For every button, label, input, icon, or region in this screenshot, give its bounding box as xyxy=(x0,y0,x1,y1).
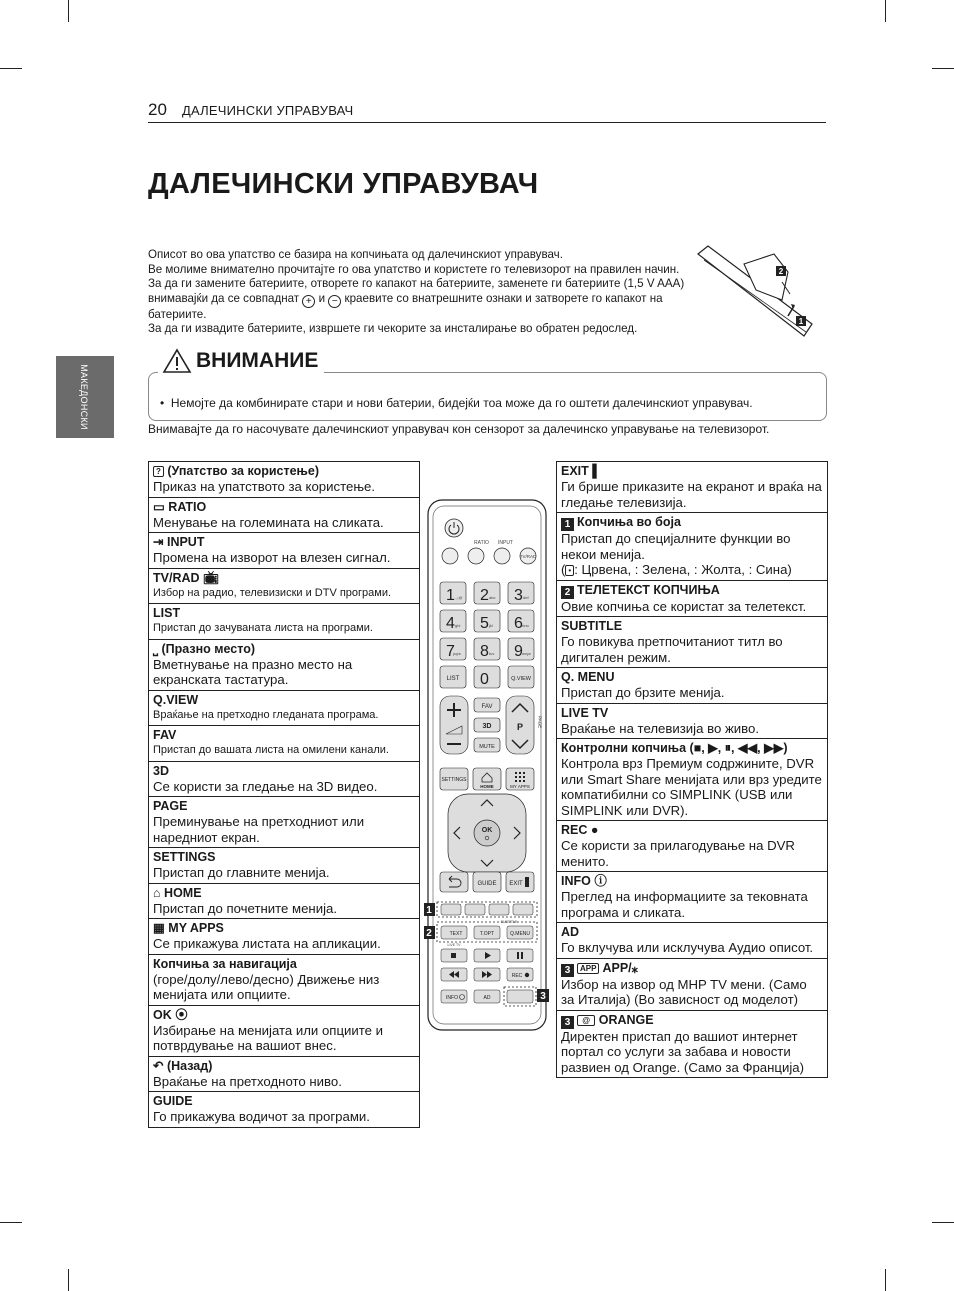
table-row xyxy=(149,640,419,691)
note-text: Внимавајте да го насочувате далечинскиот управувач кон сензорот за далечинско управување на телевизорот. xyxy=(148,422,770,436)
caution-heading xyxy=(158,348,324,374)
table-row xyxy=(557,581,827,618)
table-row xyxy=(557,617,827,668)
intro-text xyxy=(148,248,688,337)
number-pad xyxy=(440,582,534,660)
key-3-sub: def xyxy=(523,595,529,600)
caution-text: Немојте да комбинирате стари и нови батерии, бидејќи тоа може да го оштети далечинскиот управувач. xyxy=(170,396,753,410)
callout-badge: 1 xyxy=(561,518,574,531)
row-desc: Контрола врз Премиум содржините, DVR или Smart Share менијата или врз уредите компатибилни со SIMPLINK (USB или SIMPLINK или DVR). xyxy=(561,756,822,818)
battery-cover-illustration xyxy=(694,242,814,342)
row-title xyxy=(153,535,415,550)
table-row xyxy=(149,691,419,727)
row-title xyxy=(153,642,415,657)
table-row xyxy=(557,668,827,704)
row-title: PAGE xyxy=(153,799,188,813)
table-row xyxy=(149,797,419,848)
row-title xyxy=(153,571,415,586)
settings-label: SETTINGS xyxy=(441,777,467,783)
caution-bullet-text xyxy=(160,396,753,410)
minus-icon: − xyxy=(328,295,341,308)
intro-text-part: краевите со внатрешните ознаки и затворете го капакот на xyxy=(344,291,663,305)
blue-key[interactable] xyxy=(513,904,533,915)
list-label: LIST xyxy=(446,676,460,682)
input-label: INPUT xyxy=(498,540,513,546)
row-title-text: MY APPS xyxy=(168,921,224,935)
intro-line: Описот во ова упатство се базира на копчињата од далечинскиот управувач. xyxy=(148,248,563,261)
key-7-sub: pqrs xyxy=(453,651,461,656)
callout-badge: 3 xyxy=(561,1016,574,1029)
row-title-text: (Празно место) xyxy=(161,641,255,656)
back-icon: ↶ xyxy=(153,1058,164,1073)
space-icon: ⎵ xyxy=(153,641,159,656)
row-title: AD xyxy=(561,925,580,939)
table-row xyxy=(149,955,419,1006)
row-title xyxy=(561,515,823,531)
table-row xyxy=(557,513,827,581)
row-desc: Го прикажува водичот за програми. xyxy=(153,1109,370,1124)
row-desc: Враќање на претходно гледаната програма. xyxy=(153,708,379,721)
row-title: Копчиња за навигација xyxy=(153,956,297,971)
row-title-text: (Назад) xyxy=(166,1058,213,1073)
ad-label: AD xyxy=(483,995,491,1001)
crop-mark xyxy=(0,1222,22,1223)
row-title-text: TV/RAD xyxy=(153,570,200,585)
tv-radio-icon: 📺︎ xyxy=(203,570,219,585)
callout-2: 2 xyxy=(426,928,432,939)
row-title: Контролни копчиња (■, ▶, ⏸, ◀◀, ▶▶) xyxy=(561,741,788,755)
home-label: HOME xyxy=(480,784,494,789)
plus-icon: + xyxy=(302,295,315,308)
row-desc: Ги брише приказите на екранот и враќа на гледање телевизија. xyxy=(561,479,822,510)
table-row xyxy=(557,923,827,959)
yellow-key[interactable] xyxy=(489,904,509,915)
crop-mark xyxy=(0,68,22,69)
row-desc: Преглед на информациите за тековната програма и сликата. xyxy=(561,889,808,920)
row-desc: Промена на изворот на влезен сигнал. xyxy=(153,550,391,565)
exit-icon xyxy=(525,877,529,887)
row-title-text: INPUT xyxy=(166,535,205,549)
table-row xyxy=(149,604,419,640)
caution-title: ВНИМАНИЕ xyxy=(196,349,319,372)
table-row xyxy=(557,872,827,923)
input-button[interactable] xyxy=(494,548,510,564)
row-title-text: Копчиња во боја xyxy=(577,515,681,529)
header-section-title: ДАЛЕЧИНСКИ УПРАВУВАЧ xyxy=(182,103,354,118)
row-desc: Приказ на упатството за користење. xyxy=(153,479,376,494)
table-row xyxy=(149,569,419,605)
key-4-label: 4 xyxy=(446,615,455,632)
page-title: ДАЛЕЧИНСКИ УПРАВУВАЧ xyxy=(148,168,539,200)
row-title: REC ● xyxy=(561,823,599,837)
row-title xyxy=(153,886,415,901)
help-button[interactable] xyxy=(442,548,458,564)
key-8-label: 8 xyxy=(480,643,489,660)
row-desc: Пристап до главните менија. xyxy=(153,865,330,880)
key-6-sub: mno xyxy=(521,623,529,628)
red-key[interactable] xyxy=(441,904,461,915)
row-title-text: HOME xyxy=(164,885,202,900)
exit-label: EXIT xyxy=(509,881,523,887)
key-2-sub: abc xyxy=(489,595,496,600)
key-2-label: 2 xyxy=(480,587,489,604)
tvrad-label: TV/RAD xyxy=(519,554,537,559)
ok-label: OK xyxy=(481,827,493,834)
row-desc: Избирање на менијата или опциите и потврдување на вашиот внес. xyxy=(153,1022,383,1053)
table-row xyxy=(149,848,419,884)
row-title-text: RATIO xyxy=(168,499,207,514)
intro-line: батериите. xyxy=(148,307,207,321)
pause-button[interactable] xyxy=(507,949,533,962)
row-title: LIVE TV xyxy=(561,705,609,720)
back-button[interactable] xyxy=(440,872,468,892)
row-desc: Преминување на претходниот или наредниот екран. xyxy=(153,814,365,845)
home-icon: ⌂ xyxy=(153,885,161,900)
language-side-tab xyxy=(56,356,114,438)
rec-label: REC xyxy=(511,973,523,979)
row-desc: Директен пристап до вашиот интернет портал со услуги за забава и новости развиен од Orange. (Само за Франција) xyxy=(561,1028,804,1075)
app-button[interactable] xyxy=(507,990,533,1003)
row-title: OK ⦿ xyxy=(153,1007,188,1022)
key-9-label: 9 xyxy=(514,643,523,660)
right-button-table xyxy=(556,461,828,1078)
callout-1: 1 xyxy=(426,905,432,916)
table-row xyxy=(557,959,827,1011)
livetv-label: LIVE TV xyxy=(447,943,461,947)
callout-two: 2 xyxy=(778,267,784,276)
stop-icon xyxy=(451,953,456,958)
at-key-icon: @ xyxy=(577,1015,595,1026)
table-row xyxy=(557,1011,827,1079)
row-title xyxy=(153,1059,415,1074)
crop-mark xyxy=(885,1269,886,1291)
text-label: TEXT xyxy=(449,931,463,937)
topt-label: T.OPT xyxy=(479,931,495,937)
row-desc: Пристап до почетните менија. xyxy=(153,900,338,916)
callout-badge: 2 xyxy=(561,586,574,599)
qview-label: Q.VIEW xyxy=(511,676,531,682)
row-title xyxy=(561,583,823,599)
key-6-label: 6 xyxy=(514,615,523,632)
ratio-button[interactable] xyxy=(468,548,484,564)
row-title: Q.VIEW xyxy=(153,692,199,707)
row-title xyxy=(153,500,415,515)
ratio-icon: ▭ xyxy=(153,499,165,514)
page-header xyxy=(148,100,826,123)
table-row xyxy=(149,1006,419,1057)
key-1-sub: .,;@ xyxy=(455,595,463,600)
key-7-label: 7 xyxy=(446,643,455,660)
row-desc: Се користи за прилагодување на DVR менито. xyxy=(561,838,795,869)
row-desc: Пристап до специјалните функции во некои менија. xyxy=(561,531,791,562)
intro-line: Ве молиме внимателно прочитајте го ова упатство и користете го телевизорот на правилен начин. xyxy=(148,262,680,276)
crop-mark xyxy=(68,0,69,22)
row-title xyxy=(561,961,823,977)
row-desc: Враќање на претходното ниво. xyxy=(153,1073,342,1089)
row-title xyxy=(153,921,415,936)
key-0-label: 0 xyxy=(480,671,489,688)
bullet: • xyxy=(160,396,165,410)
callout-one: 1 xyxy=(798,317,804,326)
key-1-label: 1 xyxy=(446,587,455,604)
row-title-text: (Упатство за користење) xyxy=(167,464,319,478)
table-row xyxy=(149,498,419,534)
table-row xyxy=(557,739,827,821)
table-row xyxy=(557,704,827,740)
qmenu-label: Q.MENU xyxy=(510,931,530,937)
red-key-icon: • xyxy=(565,565,574,576)
language-label: МАКЕДОНСКИ xyxy=(79,364,89,430)
mute-label: MUTE xyxy=(479,744,495,750)
crop-mark xyxy=(932,68,954,69)
callout-badge: 3 xyxy=(561,964,574,977)
app-key-icon: APP xyxy=(577,963,599,974)
row-title xyxy=(561,464,823,479)
row-desc: Се користи за гледање на 3D видео. xyxy=(153,778,378,794)
crop-mark xyxy=(68,1269,69,1291)
row-desc: Се прикажува листата на апликации. xyxy=(153,936,381,951)
key-5-label: 5 xyxy=(480,615,489,632)
color-keys-line: ( • : Црвена, : Зелена, : Жолта, : Сина) xyxy=(561,562,792,577)
row-desc: Пристап до вашата листа на омилени канали. xyxy=(153,744,389,756)
intro-line: За да ги замените батериите, отворете го капакот на батериите, заменете ги батериите (1,5 V AAA) xyxy=(148,277,685,291)
row-title: FAV xyxy=(153,728,177,742)
page-number: 20 xyxy=(148,100,167,119)
table-row xyxy=(149,1057,419,1093)
row-desc: (горе/долу/лево/десно) Движење низ менијата или опциите. xyxy=(153,971,380,1002)
row-title-text: ТЕЛЕТЕКСТ КОПЧИЊА xyxy=(577,582,720,597)
guide-label: GUIDE xyxy=(477,881,497,887)
table-row xyxy=(557,821,827,872)
crop-mark xyxy=(885,0,886,22)
table-row xyxy=(149,762,419,798)
help-icon: ? xyxy=(153,466,164,477)
crop-mark xyxy=(932,1222,954,1223)
table-row xyxy=(149,1092,419,1128)
table-row xyxy=(557,462,827,513)
row-desc: Избор на радио, телевизиски и DTV програми. xyxy=(153,586,392,599)
apps-grid-icon xyxy=(515,772,525,782)
exit-icon: ▌ xyxy=(592,464,602,478)
key-4-sub: ghi xyxy=(455,623,461,628)
remote-control-illustration xyxy=(424,498,550,1033)
table-row xyxy=(149,884,419,920)
ratio-label: RATIO xyxy=(474,540,489,546)
key-8-sub: tuv xyxy=(489,651,495,656)
row-desc: Пристап до зачуваната листа на програми. xyxy=(153,622,373,634)
intro-line xyxy=(148,292,688,308)
key-5-sub: jkl xyxy=(489,623,493,628)
green-key[interactable] xyxy=(465,904,485,915)
row-desc: Избор на извор од MHP TV мени. (Само за Италија) (Во зависност од моделот) xyxy=(561,976,807,1007)
intro-text-part: внимавајќи да се совпаднат xyxy=(148,291,300,305)
row-title: INFO ⓘ xyxy=(561,874,607,888)
input-icon: ⇥ xyxy=(153,535,164,549)
row-desc: Го повикува претпочитаниот титл во дигитален режим. xyxy=(561,634,783,665)
intro-line: За да ги извадите батериите, извршете ги чекорите за инсталирање во обратен редослед. xyxy=(148,322,638,336)
left-button-table xyxy=(148,461,420,1128)
fav-label: FAV xyxy=(481,704,493,710)
table-row xyxy=(149,919,419,955)
row-desc: Менување на големината на сликата. xyxy=(153,514,384,530)
program-label: P xyxy=(516,722,524,732)
table-row xyxy=(149,462,419,498)
row-title-text: APP/⁎ xyxy=(602,960,638,975)
row-title: 3D xyxy=(153,763,169,778)
key-3-label: 3 xyxy=(514,587,523,604)
row-title-text: ORANGE xyxy=(598,1012,654,1027)
apps-grid-icon: ▦ xyxy=(153,921,165,935)
row-title xyxy=(153,464,415,479)
row-desc: Пристап до брзите менија. xyxy=(561,685,725,700)
row-desc: Овие копчиња се користат за телетекст. xyxy=(561,598,807,614)
row-desc: Го вклучува или исклучува Аудио описот. xyxy=(561,940,814,955)
callout-3: 3 xyxy=(540,991,546,1002)
row-title: SETTINGS xyxy=(153,850,216,864)
subtitle-label: SUBTITLE xyxy=(500,920,518,924)
row-title-text: EXIT xyxy=(561,464,589,478)
info-label: INFO xyxy=(446,995,458,1001)
row-title: Q. MENU xyxy=(561,670,615,684)
intro-text-part: и xyxy=(318,291,326,305)
row-desc: Враќање на телевизија во живо. xyxy=(561,720,759,736)
row-title: SUBTITLE xyxy=(561,619,623,633)
page-label: PAGE xyxy=(537,716,543,729)
row-title: LIST xyxy=(153,606,181,620)
3d-label: 3D xyxy=(482,723,492,730)
row-title: GUIDE xyxy=(153,1094,193,1108)
rec-dot-icon xyxy=(525,973,529,977)
myapps-label: MY APPS xyxy=(510,784,530,789)
table-row xyxy=(149,726,419,762)
row-desc: Вметнување на празно место на екранската тастатура. xyxy=(153,656,353,687)
key-9-sub: wxyz xyxy=(522,651,531,656)
table-row xyxy=(149,533,419,569)
warning-icon xyxy=(162,348,192,374)
row-title xyxy=(561,1013,823,1029)
color-keys-text: : Црвена, : Зелена, : Жолта, : Сина) xyxy=(574,562,792,577)
